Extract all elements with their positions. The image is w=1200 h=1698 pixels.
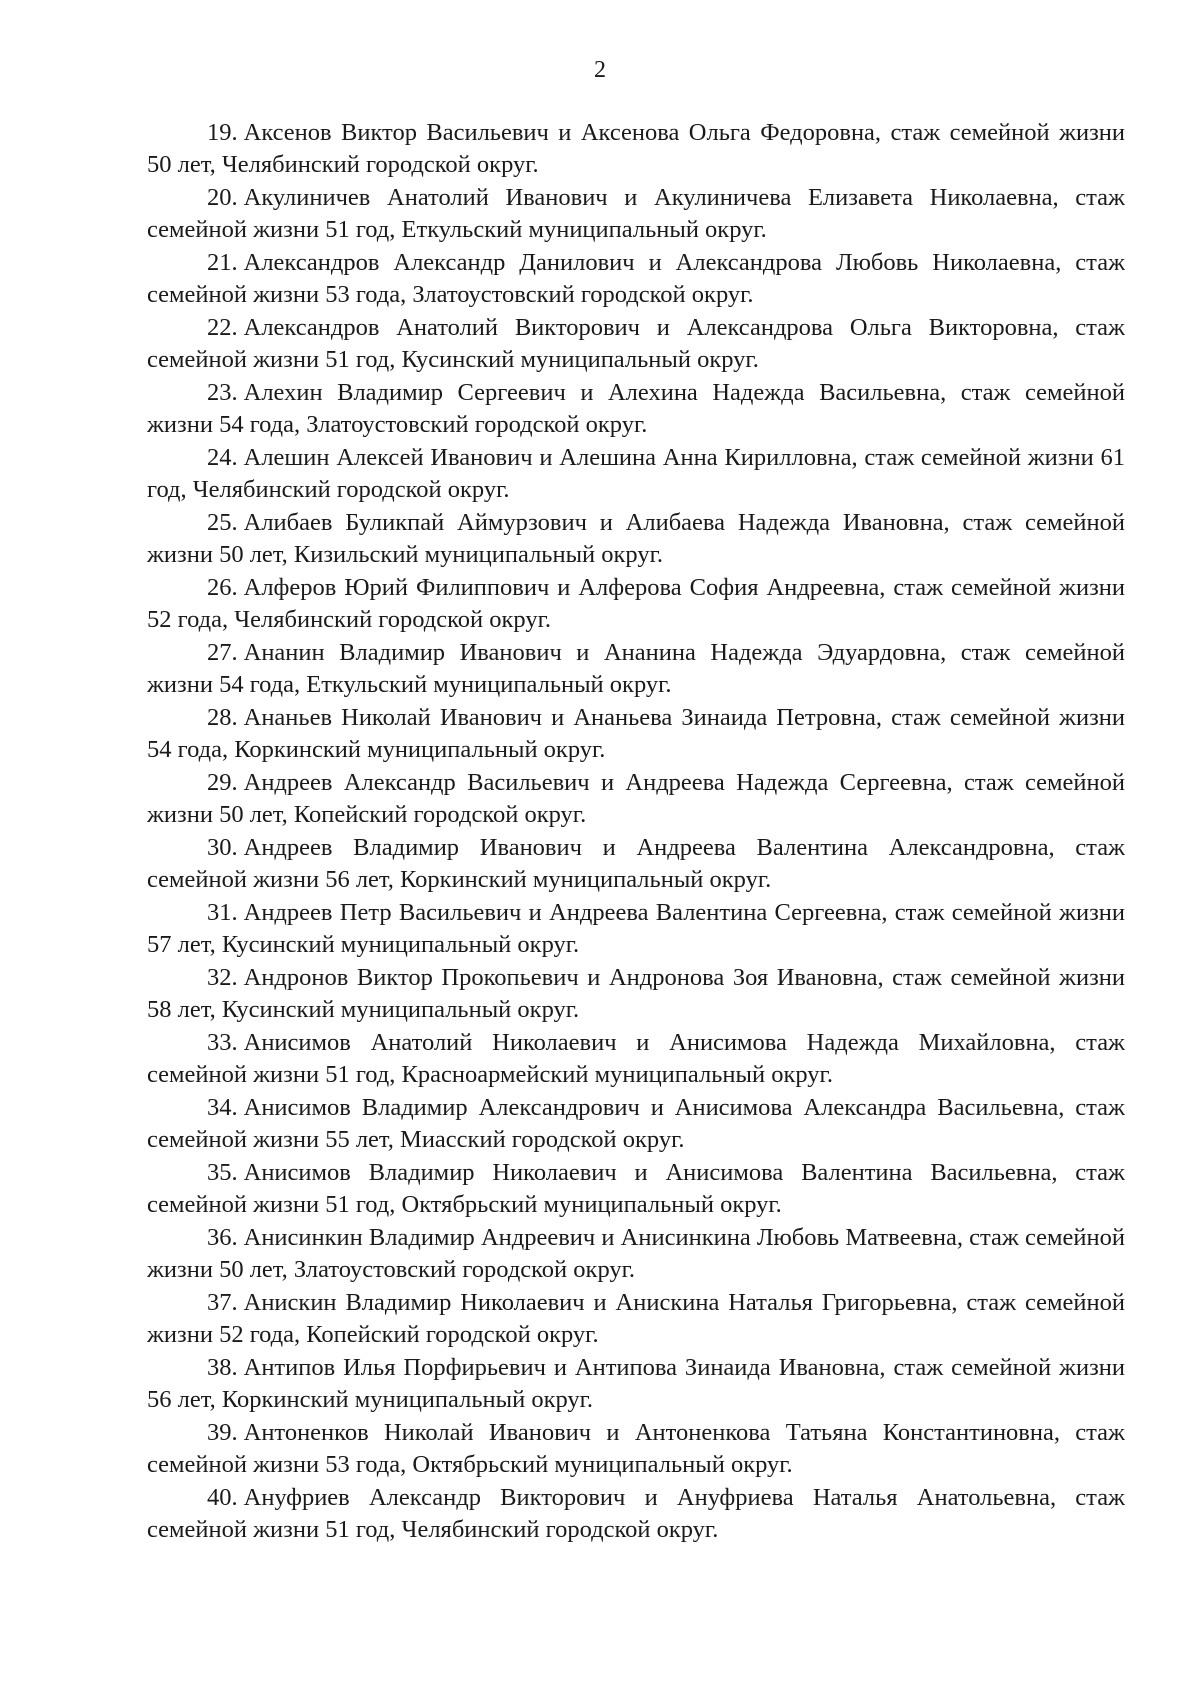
item-text: Аксенов Виктор Васильевич и Аксенова Ольга Федоровна, стаж семейной жизни 50 лет, Челябинский городской округ. (147, 119, 1125, 178)
item-number: 31. (207, 899, 238, 926)
item-number: 34. (207, 1094, 238, 1121)
list-item (147, 897, 1125, 962)
list-item (147, 1417, 1125, 1482)
list-item (147, 312, 1125, 377)
item-number: 19. (207, 119, 238, 146)
item-text: Анисимов Владимир Александрович и Анисимова Александра Васильевна, стаж семейной жизни 55 лет, Миасский городской округ. (147, 1094, 1125, 1153)
list-item (147, 1352, 1125, 1417)
item-number: 38. (207, 1354, 238, 1381)
item-text: Андреев Петр Васильевич и Андреева Валентина Сергеевна, стаж семейной жизни 57 лет, Кусинский муниципальный округ. (147, 899, 1125, 958)
list-item (147, 182, 1125, 247)
list-item (147, 1157, 1125, 1222)
item-text: Анискин Владимир Николаевич и Анискина Наталья Григорьевна, стаж семейной жизни 52 года, Копейский городской округ. (147, 1289, 1125, 1348)
item-number: 35. (207, 1159, 238, 1186)
item-number: 40. (207, 1484, 238, 1511)
item-text: Антипов Илья Порфирьевич и Антипова Зинаида Ивановна, стаж семейной жизни 56 лет, Коркинский муниципальный округ. (147, 1354, 1125, 1413)
list-item (147, 1287, 1125, 1352)
item-text: Ануфриев Александр Викторович и Ануфриева Наталья Анатольевна, стаж семейной жизни 51 год, Челябинский городской округ. (147, 1484, 1125, 1543)
item-text: Алферов Юрий Филиппович и Алферова София Андреевна, стаж семейной жизни 52 года, Челябинский городской округ. (147, 574, 1125, 633)
item-text: Андреев Александр Васильевич и Андреева Надежда Сергеевна, стаж семейной жизни 50 лет, Копейский городской округ. (147, 769, 1125, 828)
item-number: 21. (207, 249, 238, 276)
list-item (147, 637, 1125, 702)
list-item (147, 117, 1125, 182)
item-number: 36. (207, 1224, 238, 1251)
list-item (147, 507, 1125, 572)
item-number: 29. (207, 769, 238, 796)
item-number: 39. (207, 1419, 238, 1446)
list-item (147, 1092, 1125, 1157)
list-item (147, 702, 1125, 767)
list-item (147, 1222, 1125, 1287)
item-text: Ананин Владимир Иванович и Ананина Надежда Эдуардовна, стаж семейной жизни 54 года, Еткульский муниципальный округ. (147, 639, 1125, 698)
item-text: Анисимов Владимир Николаевич и Анисимова Валентина Васильевна, стаж семейной жизни 51 год, Октябрьский муниципальный округ. (147, 1159, 1125, 1218)
item-number: 27. (207, 639, 238, 666)
item-number: 22. (207, 314, 238, 341)
item-text: Александров Анатолий Викторович и Александрова Ольга Викторовна, стаж семейной жизни 51 год, Кусинский муниципальный округ. (147, 314, 1125, 373)
item-number: 20. (207, 184, 238, 211)
item-text: Алехин Владимир Сергеевич и Алехина Надежда Васильевна, стаж семейной жизни 54 года, Златоустовский городской округ. (147, 379, 1125, 438)
item-text: Акулиничев Анатолий Иванович и Акулиничева Елизавета Николаевна, стаж семейной жизни 51 год, Еткульский муниципальный округ. (147, 184, 1125, 243)
item-text: Александров Александр Данилович и Александрова Любовь Николаевна, стаж семейной жизни 53 года, Златоустовский городской округ. (147, 249, 1125, 308)
list-item (147, 247, 1125, 312)
item-text: Андронов Виктор Прокопьевич и Андронова Зоя Ивановна, стаж семейной жизни 58 лет, Кусинский муниципальный округ. (147, 964, 1125, 1023)
list-item (147, 1027, 1125, 1092)
item-number: 30. (207, 834, 238, 861)
item-number: 24. (207, 444, 238, 471)
item-number: 32. (207, 964, 238, 991)
item-number: 25. (207, 509, 238, 536)
list-item (147, 767, 1125, 832)
item-number: 28. (207, 704, 238, 731)
item-text: Антоненков Николай Иванович и Антоненкова Татьяна Константиновна, стаж семейной жизни 53 года, Октябрьский муниципальный округ. (147, 1419, 1125, 1478)
item-text: Анисинкин Владимир Андреевич и Анисинкина Любовь Матвеевна, стаж семейной жизни 50 лет, Златоустовский городской округ. (147, 1224, 1125, 1283)
item-text: Анисимов Анатолий Николаевич и Анисимова Надежда Михайловна, стаж семейной жизни 51 год, Красноармейский муниципальный округ. (147, 1029, 1125, 1088)
list-item (147, 832, 1125, 897)
award-list (147, 117, 1125, 1547)
list-item (147, 442, 1125, 507)
list-item (147, 1482, 1125, 1547)
item-number: 23. (207, 379, 238, 406)
list-item (147, 962, 1125, 1027)
item-number: 26. (207, 574, 238, 601)
list-item (147, 377, 1125, 442)
page-number: 2 (594, 57, 606, 83)
item-text: Андреев Владимир Иванович и Андреева Валентина Александровна, стаж семейной жизни 56 лет, Коркинский муниципальный округ. (147, 834, 1125, 893)
item-number: 33. (207, 1029, 238, 1056)
item-number: 37. (207, 1289, 238, 1316)
item-text: Алешин Алексей Иванович и Алешина Анна Кирилловна, стаж семейной жизни 61 год, Челябинский городской округ. (147, 444, 1125, 503)
list-item (147, 572, 1125, 637)
item-text: Алибаев Буликпай Аймурзович и Алибаева Надежда Ивановна, стаж семейной жизни 50 лет, Кизильский муниципальный округ. (147, 509, 1125, 568)
item-text: Ананьев Николай Иванович и Ананьева Зинаида Петровна, стаж семейной жизни 54 года, Коркинский муниципальный округ. (147, 704, 1125, 763)
